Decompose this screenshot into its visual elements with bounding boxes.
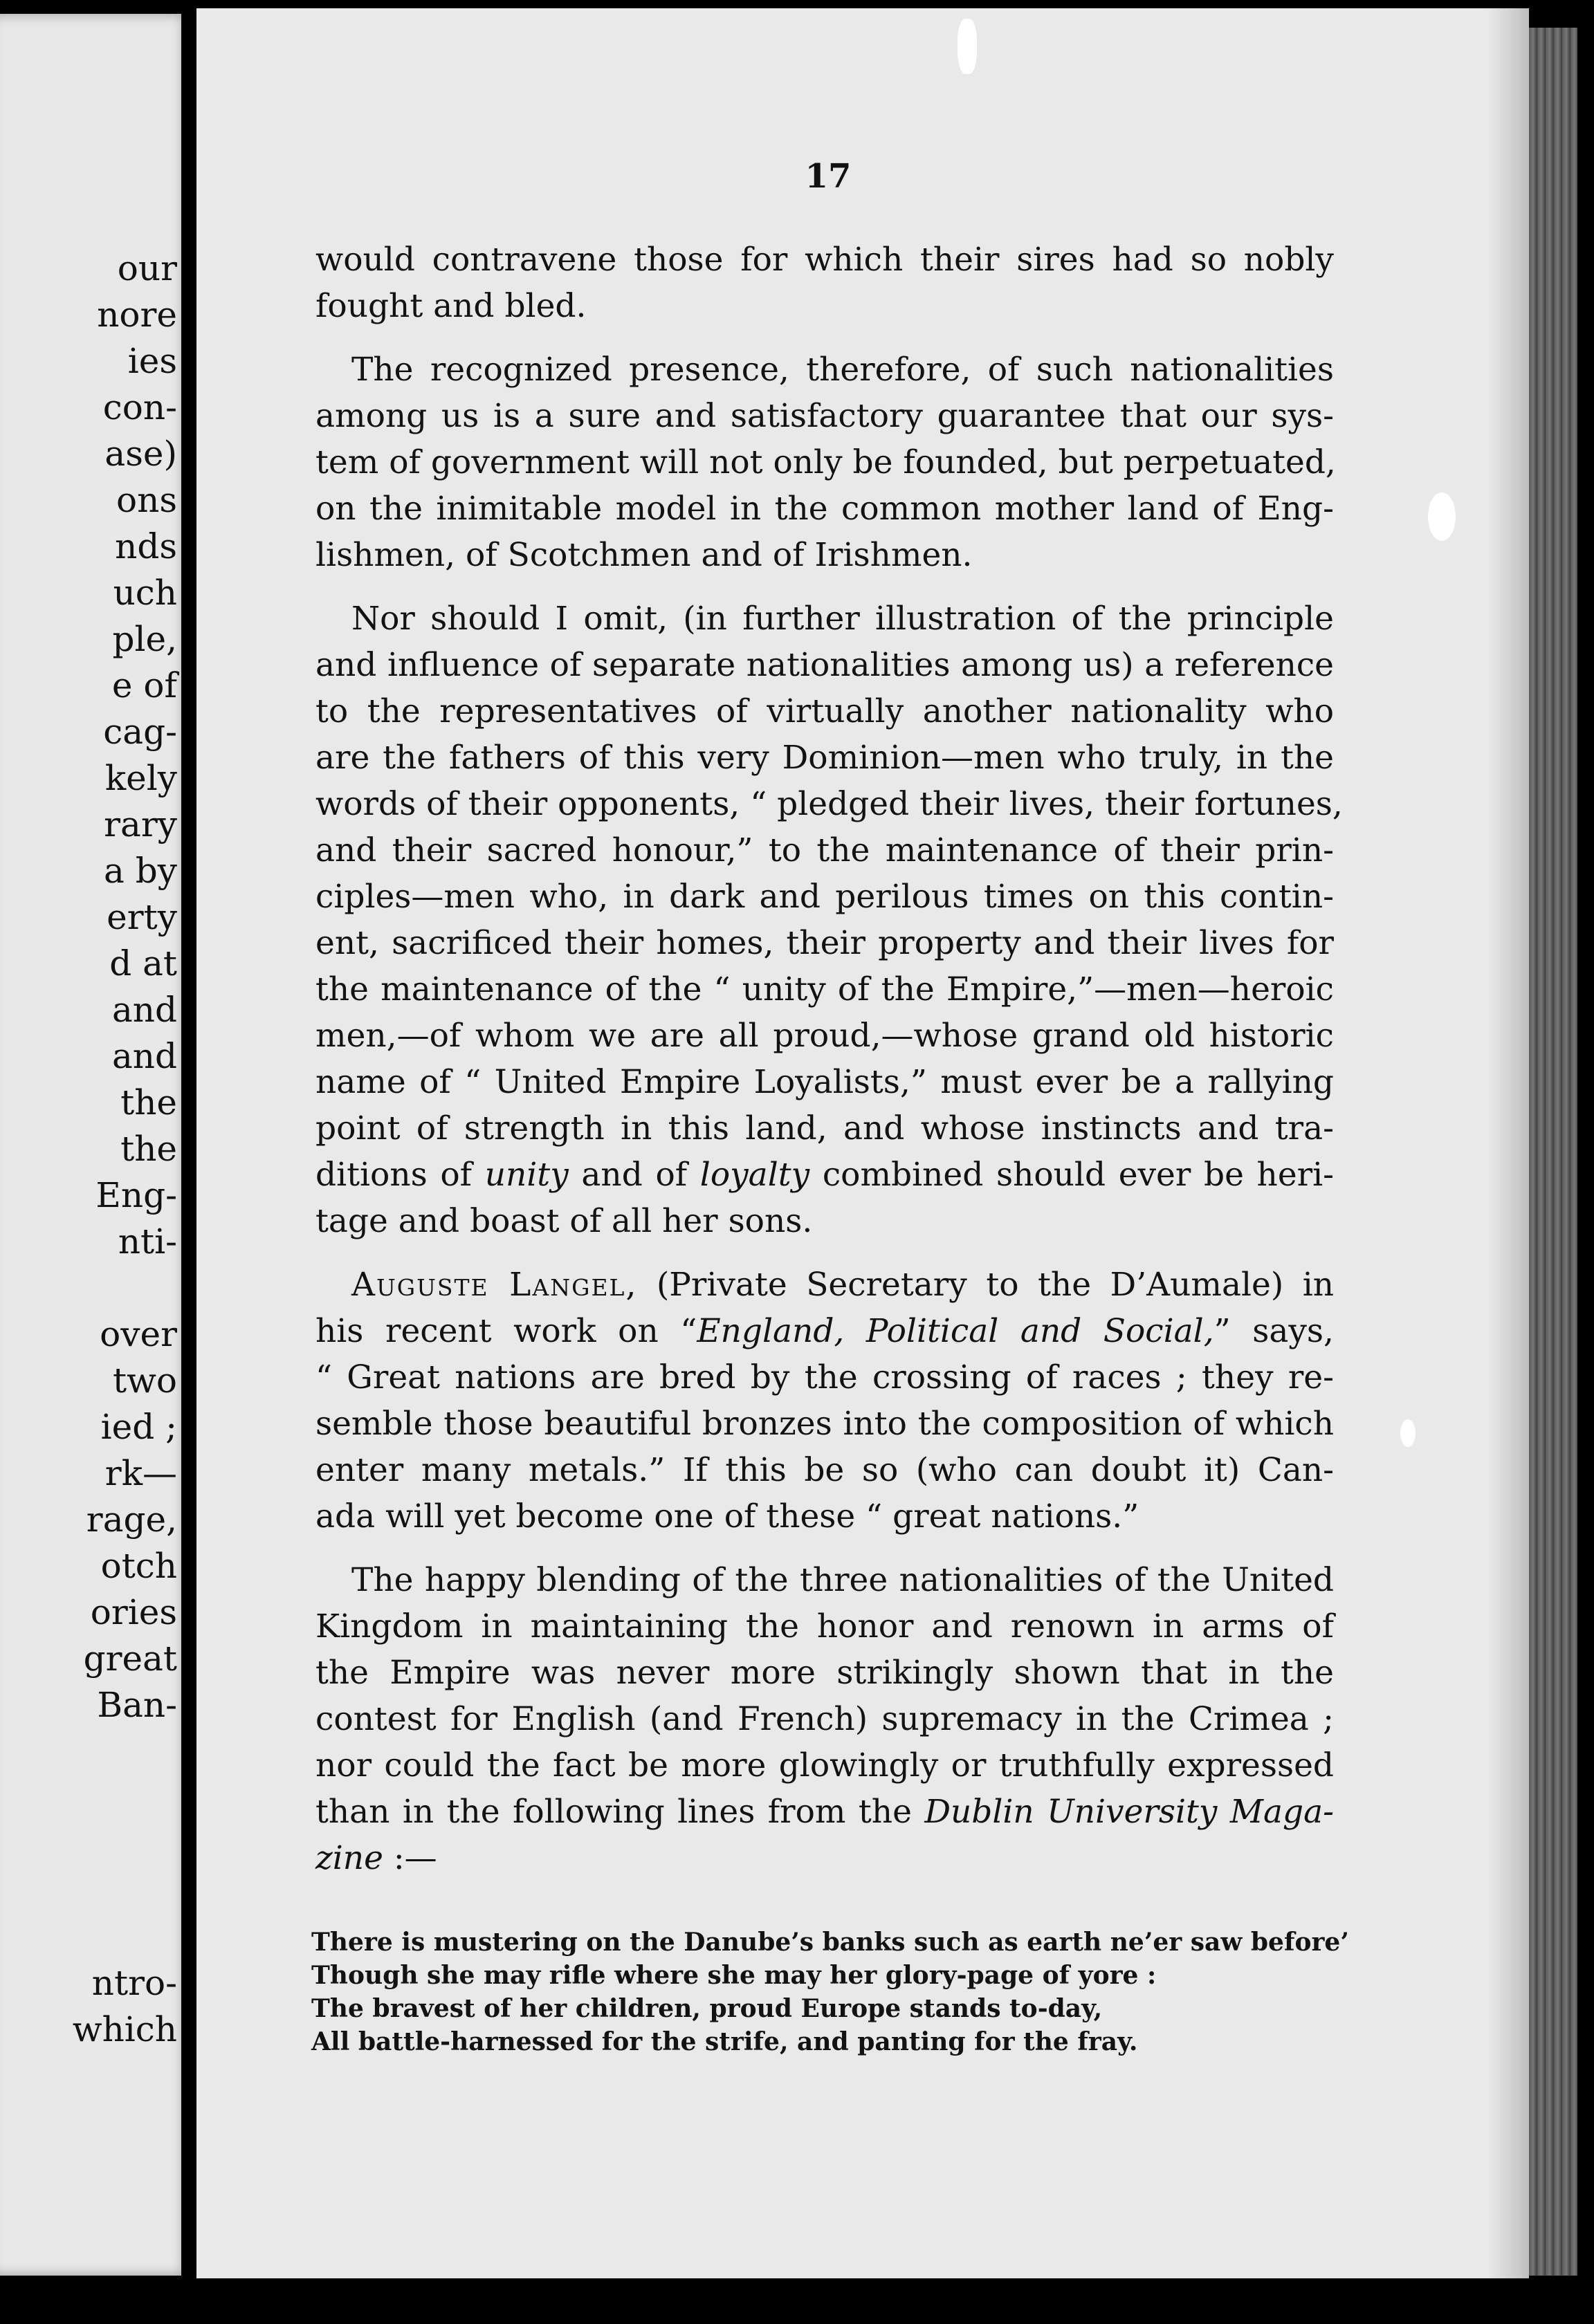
text-line: tage and boast of all her sons. — [315, 1202, 813, 1240]
left-page-fragments — [0, 246, 177, 2053]
left-fragment: Ban- — [97, 1685, 177, 1725]
paragraph-2 — [315, 347, 1334, 578]
magazine-title-end: zine — [315, 1839, 383, 1877]
text-line: “ Great nations are bred by the crossing of races ; they re- — [315, 1358, 1334, 1396]
text-run: :— — [383, 1839, 437, 1877]
book-gutter — [181, 0, 196, 2324]
left-fragment: ies — [127, 341, 177, 381]
text-line: words of their opponents, “ pledged their lives, their fortunes, — [315, 785, 1343, 823]
paragraph-5 — [315, 1557, 1334, 1881]
text-run: (Private Secretary to the D’Aumale) in — [637, 1266, 1335, 1304]
text-line: and influence of separate nationalities among us) a reference — [315, 646, 1334, 684]
left-fragment — [0, 1868, 177, 1914]
italic-word-loyalty: loyalty — [699, 1156, 810, 1194]
text-line: point of strength in this land, and whose instincts and tra- — [315, 1109, 1334, 1147]
body-text — [315, 237, 1343, 1899]
magazine-title: Dublin University Maga- — [924, 1793, 1334, 1831]
paper-speck — [958, 19, 977, 74]
left-fragment: ied ; — [100, 1407, 177, 1447]
text-line — [315, 1835, 1334, 1881]
text-line: ent, sacrificed their homes, their property and their lives for — [315, 924, 1334, 962]
text-line: the maintenance of the “ unity of the Empire,”—men—heroic — [315, 970, 1334, 1008]
left-fragment: rary — [104, 804, 177, 845]
left-fragment — [0, 1728, 177, 1775]
left-fragment — [0, 1775, 177, 1821]
paper-speck — [1428, 492, 1456, 541]
italic-word-unity: unity — [484, 1156, 569, 1194]
text-line — [315, 1152, 1334, 1198]
left-fragment: ple, — [112, 619, 177, 659]
text-line: nor could the fact be more glowingly or truthfully expressed — [315, 1746, 1334, 1784]
left-fragment: Eng- — [95, 1175, 177, 1215]
left-fragment: nds — [115, 526, 177, 566]
text-line: name of “ United Empire Loyalists,” must ever be a rallying — [315, 1063, 1334, 1101]
left-fragment: otch — [100, 1546, 177, 1586]
left-fragment: erty — [107, 897, 177, 937]
text-line: would contravene those for which their sires had so nobly — [315, 241, 1334, 279]
text-line: lishmen, of Scotchmen and of Irishmen. — [315, 536, 973, 574]
left-fragment: which — [72, 2009, 177, 2049]
verse-line: Though she may rifle where she may her glory-page of yore : — [311, 1961, 1157, 1990]
paper-speck — [1400, 1419, 1416, 1447]
text-line — [315, 1789, 1334, 1835]
left-fragment: uch — [113, 573, 177, 613]
left-fragment: ories — [90, 1592, 177, 1632]
text-run: his recent work on “ — [315, 1312, 697, 1350]
left-fragment: the — [120, 1082, 177, 1123]
left-fragment: and — [111, 990, 177, 1030]
verse-quotation — [311, 1926, 1391, 2058]
page-edge-shadow — [1487, 8, 1529, 2278]
left-fragment: great — [83, 1639, 177, 1679]
left-fragment: ntro- — [91, 1963, 177, 2003]
text-run: ” says, — [1213, 1312, 1334, 1350]
text-line: are the fathers of this very Dominion—men who truly, in the — [315, 739, 1334, 777]
left-fragment — [0, 1914, 177, 1960]
text-line: tem of government will not only be founded, but perpetuated, — [315, 443, 1336, 481]
left-fragment: e of — [111, 665, 177, 706]
text-line: enter many metals.” If this be so (who can doubt it) Can- — [315, 1451, 1334, 1489]
page-number: 17 — [805, 157, 852, 196]
left-fragment: and — [111, 1036, 177, 1076]
text-run: and of — [568, 1156, 700, 1194]
text-run: ditions of — [315, 1156, 485, 1194]
left-fragment: con- — [102, 387, 177, 427]
verse-line: All battle-harnessed for the strife, and panting for the fray. — [311, 2027, 1138, 2056]
text-line: and their sacred honour,” to the maintenance of their prin- — [315, 831, 1334, 869]
left-fragment — [0, 1265, 177, 1311]
left-fragment: nti- — [118, 1221, 177, 1262]
text-line: to the representatives of virtually another nationality who — [315, 692, 1334, 730]
left-facing-page — [0, 14, 194, 2276]
left-fragment: ase) — [104, 434, 177, 474]
text-line: The recognized presence, therefore, of such nationalities — [351, 351, 1334, 389]
text-line: Nor should I omit, (in further illustration of the principle — [351, 600, 1334, 638]
left-fragment: over — [100, 1314, 177, 1354]
left-fragment: rk— — [104, 1453, 177, 1493]
book-page-edges — [1529, 28, 1577, 2276]
paragraph-4 — [315, 1262, 1334, 1540]
left-fragment: our — [117, 248, 177, 288]
left-fragment: rage, — [86, 1500, 177, 1540]
author-name: Auguste Langel, — [351, 1266, 638, 1304]
text-line: semble those beautiful bronzes into the composition of which — [315, 1405, 1334, 1443]
left-fragment: the — [120, 1129, 177, 1169]
main-page — [196, 8, 1529, 2278]
verse-line: There is mustering on the Danube’s banks such as earth ne’er saw before’ — [311, 1928, 1349, 1957]
left-fragment: kely — [104, 758, 177, 798]
left-fragment: two — [113, 1361, 177, 1401]
text-line: contest for English (and French) supremacy in the Crimea ; — [315, 1700, 1334, 1738]
text-line: fought and bled. — [315, 287, 587, 325]
text-line — [315, 1308, 1334, 1354]
verse-line: The bravest of her children, proud Europe stands to-day, — [311, 1994, 1103, 2023]
text-run: combined should ever be heri- — [809, 1156, 1335, 1194]
text-line: on the inimitable model in the common mother land of Eng- — [315, 490, 1334, 528]
text-run: than in the following lines from the — [315, 1793, 925, 1831]
left-fragment — [0, 1821, 177, 1868]
left-fragment: d at — [109, 943, 177, 984]
paragraph-1 — [315, 237, 1334, 329]
book-title: England, Political and Social, — [697, 1312, 1214, 1350]
text-line: ada will yet become one of these “ great nations.” — [315, 1497, 1139, 1536]
text-line: The happy blending of the three nationalities of the United — [351, 1561, 1334, 1599]
text-line: among us is a sure and satisfactory guarantee that our sys- — [315, 397, 1334, 435]
text-line: Kingdom in maintaining the honor and renown in arms of — [315, 1607, 1334, 1645]
text-line — [315, 1262, 1334, 1308]
paragraph-3 — [315, 596, 1343, 1244]
text-line: ciples—men who, in dark and perilous times on this contin- — [315, 878, 1334, 916]
left-fragment: a by — [104, 851, 177, 891]
left-fragment: nore — [97, 295, 177, 335]
left-fragment: ons — [116, 480, 177, 520]
text-line: men,—of whom we are all proud,—whose grand old historic — [315, 1017, 1334, 1055]
text-line: the Empire was never more strikingly shown that in the — [315, 1654, 1334, 1692]
left-fragment: cag- — [103, 712, 177, 752]
